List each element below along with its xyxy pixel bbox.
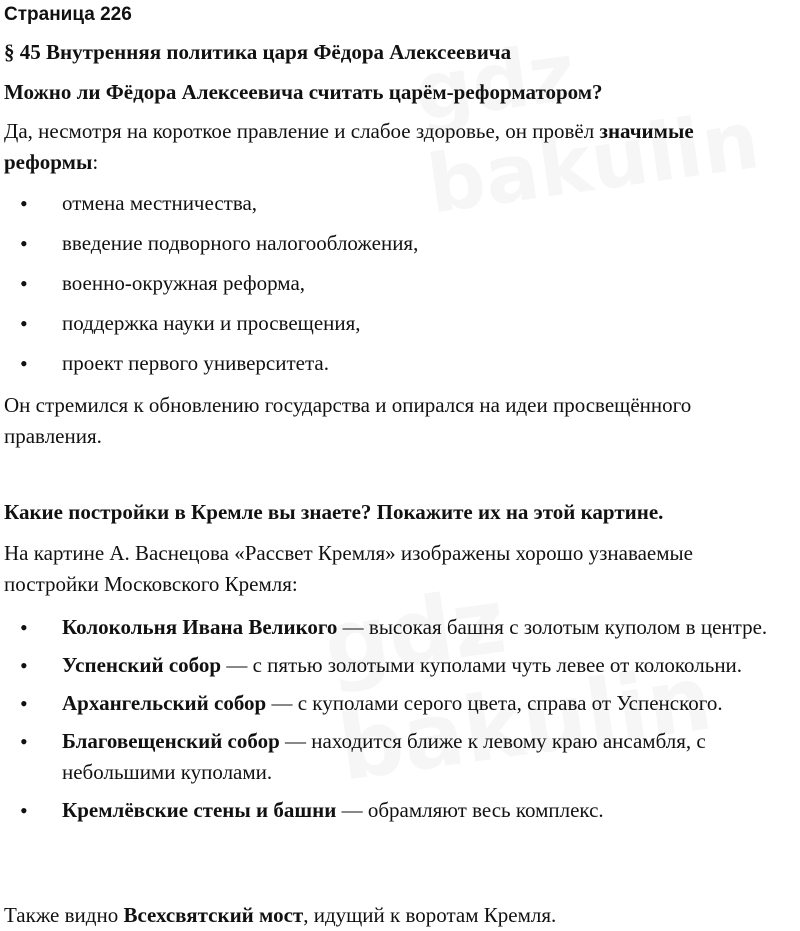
list-item-text: поддержка науки и просвещения, [62,311,361,335]
building-desc: — с пятью золотыми куполами чуть левее от колокольни. [221,653,743,677]
question-1: Можно ли Фёдора Алексеевича считать царём-реформатором? [4,80,603,104]
question-2: Какие постройки в Кремле вы знаете? Покажите их на этой картине. [4,500,664,524]
building-name: Благовещенский собор [62,729,280,753]
list-item-text: военно-окружная реформа, [62,271,306,295]
kremlin-buildings-list [4,612,796,833]
bullet-icon: • [20,191,28,216]
building-desc: — находится ближе к левому краю ансамбля, с небольшими куполами. [62,729,706,784]
answer-2-intro: На картине А. Васнецова «Рассвет Кремля» изображены хорошо узнаваемые постройки Московского Кремля: [4,541,693,596]
final-text-start: Также видно [4,903,124,927]
answer-1-intro-end: : [92,150,99,174]
bullet-icon: • [20,311,28,336]
building-desc: — высокая башня с золотым куполом в центре. [337,615,768,639]
answer-2-final [4,900,794,931]
list-item [4,188,796,228]
list-item [4,612,796,643]
building-desc: — с куполами серого цвета, справа от Успенского. [266,691,723,715]
reform-list [4,188,796,388]
bullet-icon: • [20,351,28,376]
answer-1-intro [4,116,784,178]
building-name: Успенский собор [62,653,222,677]
list-item [4,308,796,348]
bullet-icon: • [20,271,28,296]
list-item [4,650,796,681]
bullet-icon: • [20,615,28,640]
final-text-end: , идущий к воротам Кремля. [303,903,557,927]
building-name: Архангельский собор [62,691,267,715]
answer-1-intro-text: Да, несмотря на короткое правление и слабое здоровье, он провёл [4,119,600,143]
building-desc: — обрамляют весь комплекс. [336,798,604,822]
building-name: Кремлёвские стены и башни [62,798,337,822]
answer-1-intro-bold: значимые реформы [4,119,694,174]
bullet-icon: • [20,798,28,823]
list-item [4,268,796,308]
list-item [4,726,796,788]
bullet-icon: • [20,691,28,716]
list-item-text: проект первого университета. [62,351,329,375]
list-item [4,348,796,388]
bullet-icon: • [20,231,28,256]
building-name: Колокольня Ивана Великого [62,615,338,639]
list-item [4,688,796,719]
final-text-bold: Всехсвятский мост [123,903,304,927]
answer-1-conclusion: Он стремился к обновлению государства и опирался на идеи просвещённого правления. [4,393,692,448]
page-number: Страница 226 [4,4,132,25]
list-item-text: введение подворного налогообложения, [62,231,419,255]
bullet-icon: • [20,729,28,754]
section-title: § 45 Внутренняя политика царя Фёдора Алексеевича [4,40,512,64]
list-item-text: отмена местничества, [62,191,258,215]
list-item [4,228,796,268]
list-item [4,795,796,826]
bullet-icon: • [20,653,28,678]
